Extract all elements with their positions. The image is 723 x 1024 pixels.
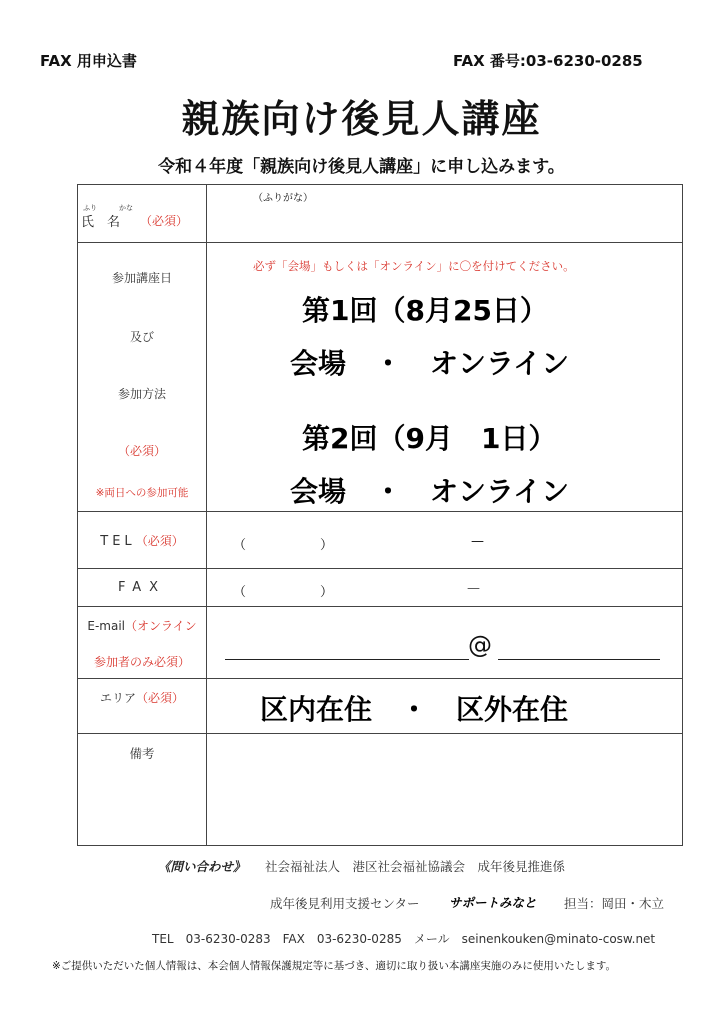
organization-name: 社会福祉法人 港区社会福祉協議会 成年後見推進係	[265, 859, 566, 874]
email-required-2: 参加者のみ必須）	[93, 655, 190, 669]
tel-required: （必須）	[135, 534, 184, 548]
page-subtitle: 令和４年度「親族向け後見人講座」に申し込みます。	[158, 157, 565, 177]
row-divider	[78, 678, 682, 679]
email-label-text: E-mail	[87, 619, 125, 633]
fax-label: FAX	[117, 580, 167, 595]
session-required: （必須）	[117, 444, 166, 458]
furigana-note: （ふりがな）	[253, 193, 313, 204]
fax-paren-close: ）	[320, 585, 334, 600]
ruby-shi: ふり	[83, 204, 97, 212]
email-required-1: （オンライン	[124, 619, 197, 633]
tel-dash: —	[471, 534, 484, 549]
fax-paren-open: （	[233, 585, 247, 600]
tel-label-text: TEL	[100, 534, 136, 549]
staff-names: 担当：岡田・木立	[564, 896, 665, 911]
email-label	[78, 617, 206, 634]
page-title: 親族向け後見人講座	[181, 97, 542, 141]
at-sign: @	[468, 631, 492, 659]
session-date-label: 参加講座日	[111, 271, 172, 285]
form-type-label: FAX 用申込書	[40, 52, 137, 70]
row-divider	[78, 511, 682, 512]
support-center-name: 成年後見利用支援センター	[270, 896, 420, 911]
tel-field[interactable]	[213, 520, 673, 560]
fax-number: FAX 番号:03-6230-0285	[453, 52, 643, 70]
column-divider	[206, 185, 207, 845]
brand-logo-text: サポートみなと	[449, 895, 537, 910]
area-required: （必須）	[136, 691, 185, 705]
row-divider	[78, 568, 682, 569]
name-label: 氏 名	[81, 215, 121, 230]
session-method-label: 参加方法	[117, 387, 166, 401]
circle-instruction: 必ず「会場」もしくは「オンライン」に〇を付けてください。	[253, 259, 575, 273]
remarks-label: 備考	[129, 746, 155, 761]
tel-paren-open: （	[233, 538, 247, 553]
row-divider	[78, 733, 682, 734]
name-required: （必須）	[140, 214, 189, 228]
remarks-field[interactable]	[213, 741, 673, 837]
name-field[interactable]	[213, 207, 673, 237]
row-divider	[78, 242, 682, 243]
tel-paren-close: ）	[320, 538, 334, 553]
area-options[interactable]: 区内在住 ・ 区外在住	[260, 693, 569, 726]
session2-date: 第2回（9月 1日）	[302, 422, 557, 455]
session1-options[interactable]: 会場 ・ オンライン	[290, 347, 570, 380]
contact-info: TEL 03-6230-0283 FAX 03-6230-0285 メール seinenkouken@minato-cosw.net	[152, 932, 656, 946]
fax-dash: —	[467, 581, 480, 596]
fax-field[interactable]	[213, 573, 673, 601]
session1-date: 第1回（8月25日）	[302, 294, 548, 327]
session-and-label: 及び	[129, 330, 154, 344]
application-form	[77, 184, 683, 846]
privacy-note: ※ご提供いただいた個人情報は、本会個人情報保護規定等に基づき、適切に取り扱い本講座実施のみに使用いたします。	[52, 960, 617, 972]
ruby-mei: かな	[119, 204, 133, 212]
inquiry-label: 《問い合わせ》	[158, 859, 246, 874]
email-field[interactable]	[213, 625, 673, 665]
area-label	[78, 689, 206, 706]
session2-options[interactable]: 会場 ・ オンライン	[290, 475, 570, 508]
row-divider	[78, 606, 682, 607]
area-label-text: エリア	[99, 691, 136, 705]
both-days-note: ※両日への参加可能	[95, 487, 189, 499]
tel-label	[78, 532, 206, 549]
